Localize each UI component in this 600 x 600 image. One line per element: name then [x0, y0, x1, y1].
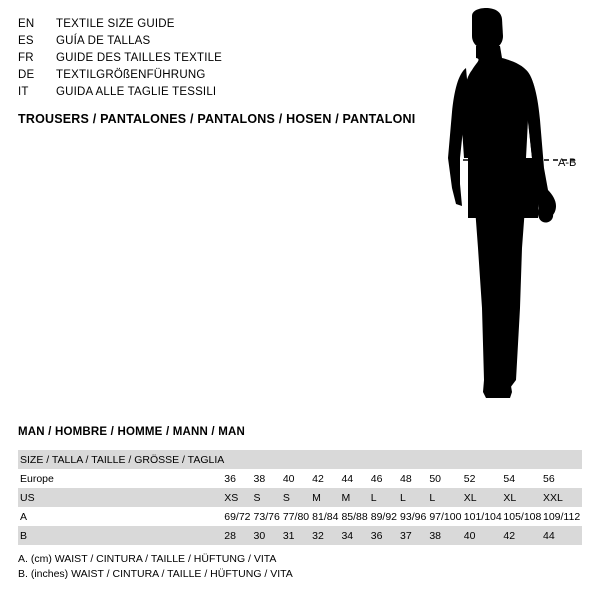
cell	[543, 450, 582, 469]
language-header	[18, 18, 418, 103]
cell: 42	[503, 529, 516, 542]
table-row	[18, 488, 582, 507]
cell: 73/76	[253, 510, 280, 523]
language-code: IT	[18, 86, 29, 98]
cell: 37	[400, 529, 412, 542]
cell	[312, 450, 341, 469]
cell: S	[282, 491, 290, 504]
cell: 32	[312, 529, 324, 542]
cell	[503, 450, 543, 469]
cell: M	[341, 491, 351, 504]
language-row	[18, 52, 418, 69]
cell: 50	[429, 472, 442, 485]
language-code: DE	[18, 69, 35, 81]
language-row	[18, 18, 418, 35]
cell: XXL	[543, 491, 563, 504]
cell: 101/104	[463, 510, 502, 523]
cell	[341, 450, 370, 469]
silhouette-svg	[410, 8, 600, 408]
language-code: FR	[18, 52, 34, 64]
man-silhouette-illustration	[410, 8, 600, 408]
size-table	[18, 450, 582, 545]
cell: 48	[400, 472, 412, 485]
cell: 46	[370, 472, 383, 485]
table-row	[18, 450, 582, 469]
cell: 77/80	[282, 510, 310, 523]
cell: 44	[543, 529, 555, 542]
cell: 40	[282, 472, 295, 485]
cell: 44	[341, 472, 354, 485]
footnote-a: A. (cm) WAIST / CINTURA / TAILLE / HÜFTUNG / VITA	[18, 553, 277, 565]
cell: XL	[503, 491, 517, 504]
cell: 28	[224, 529, 236, 542]
row-label: B	[20, 529, 28, 542]
cell: 38	[429, 529, 442, 542]
cell: 36	[224, 472, 236, 485]
section-title: TROUSERS / PANTALONES / PANTALONS / HOSEN / PANTALONI	[18, 112, 416, 126]
language-title: TEXTILE SIZE GUIDE	[56, 18, 175, 30]
cell: 89/92	[370, 510, 398, 523]
language-code: EN	[18, 18, 35, 30]
row-label: Europe	[20, 472, 54, 485]
cell	[400, 450, 429, 469]
cell: L	[400, 491, 406, 504]
cell	[283, 450, 312, 469]
cell	[371, 450, 400, 469]
language-title: GUIDE DES TAILLES TEXTILE	[56, 52, 223, 64]
cell	[224, 450, 253, 469]
cell: 81/84	[312, 510, 339, 523]
measure-label-ab: A-B	[558, 157, 577, 169]
row-label: SIZE / TALLA / TAILLE / GRÖSSE / TAGLIA	[20, 453, 225, 466]
cell: L	[429, 491, 436, 504]
row-label: US	[20, 491, 35, 504]
cell: 31	[282, 529, 295, 542]
cell: 69/72	[224, 510, 251, 523]
cell: 38	[253, 472, 266, 485]
language-code: ES	[18, 35, 34, 47]
cell: 34	[341, 529, 354, 542]
cell: XS	[224, 491, 239, 504]
footnote-b: B. (inches) WAIST / CINTURA / TAILLE / HÜFTUNG / VITA	[18, 568, 293, 580]
cell: 54	[503, 472, 516, 485]
language-row	[18, 69, 418, 86]
language-row	[18, 86, 418, 103]
cell: 56	[543, 472, 555, 485]
cell: L	[370, 491, 377, 504]
cell: 36	[370, 529, 383, 542]
table-title: MAN / HOMBRE / HOMME / MANN / MAN	[18, 426, 246, 438]
language-title: GUIDA ALLE TAGLIE TESSILI	[56, 86, 217, 98]
cell: S	[253, 491, 261, 504]
cell	[464, 450, 504, 469]
cell	[254, 450, 283, 469]
cell: 109/112	[543, 510, 581, 523]
cell: 40	[463, 529, 476, 542]
cell: 85/88	[341, 510, 368, 523]
table-row	[18, 526, 582, 545]
language-row	[18, 35, 418, 52]
cell: 42	[312, 472, 324, 485]
language-title: TEXTILGRÖßENFÜHRUNG	[56, 69, 206, 81]
cell: 52	[463, 472, 476, 485]
cell: 105/108	[503, 510, 542, 523]
cell: 93/96	[400, 510, 427, 523]
cell	[429, 450, 463, 469]
cell: M	[312, 491, 321, 504]
footnotes	[18, 552, 293, 582]
table-row	[18, 507, 582, 526]
language-title: GUÍA DE TALLAS	[56, 35, 151, 47]
cell: 30	[253, 529, 266, 542]
table-row	[18, 469, 582, 488]
cell: XL	[463, 491, 477, 504]
cell: 97/100	[429, 510, 462, 523]
row-label: A	[20, 510, 28, 523]
